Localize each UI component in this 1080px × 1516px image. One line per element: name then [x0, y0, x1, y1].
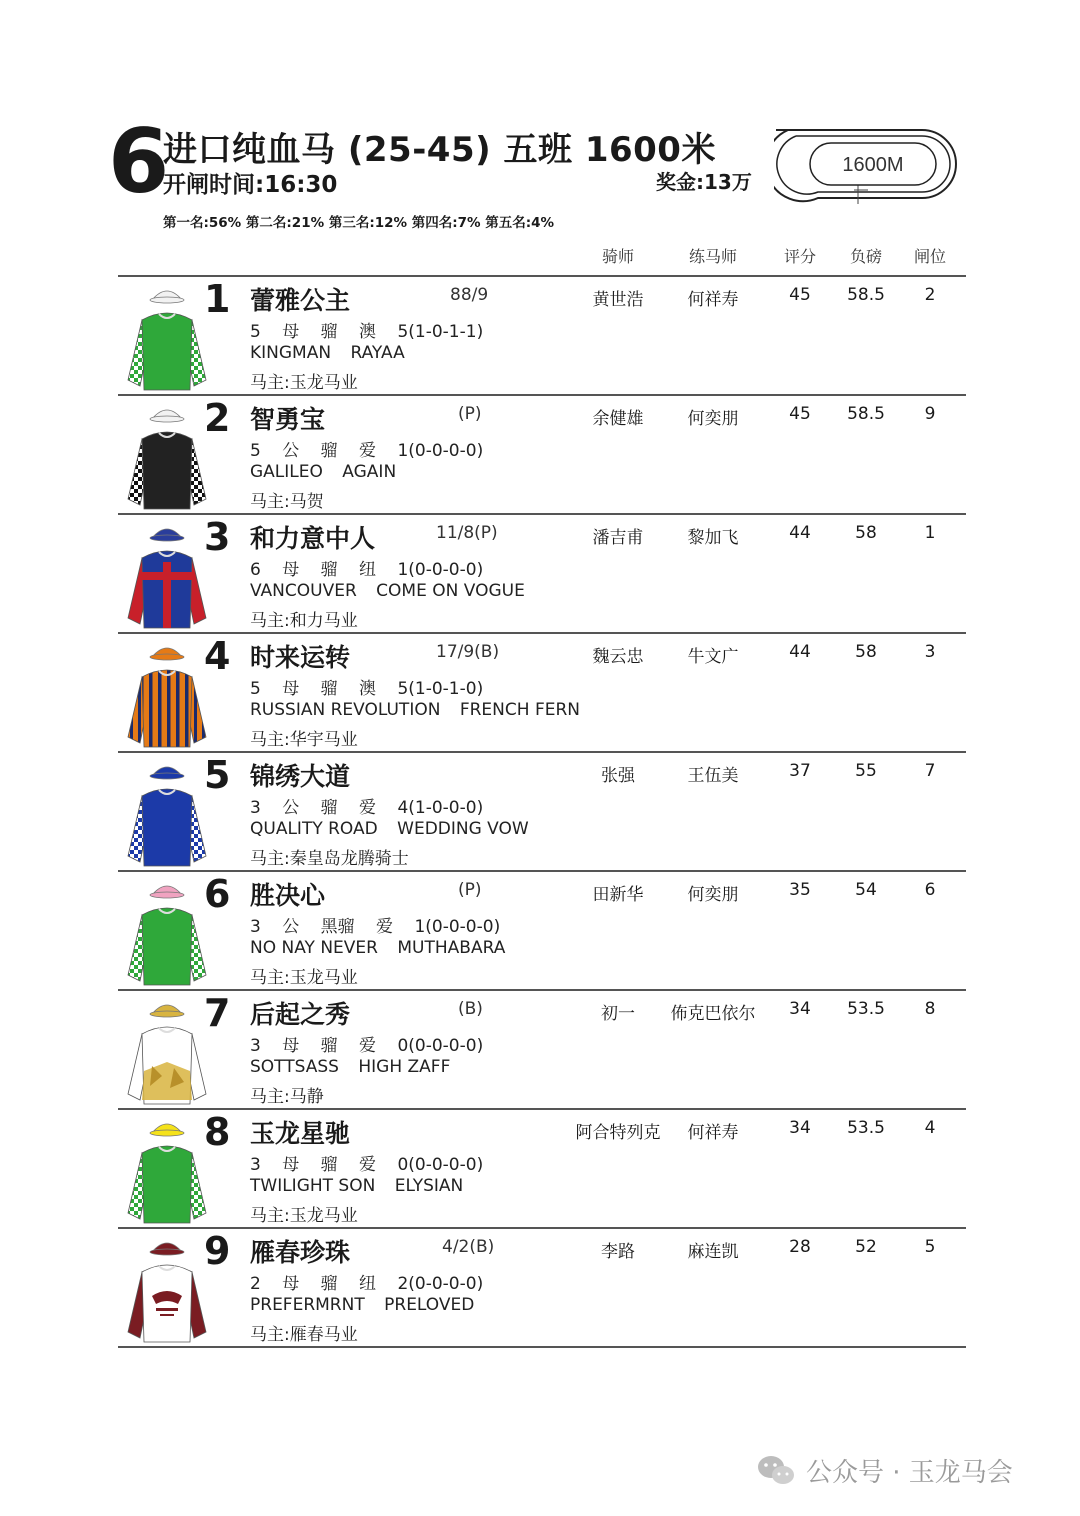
start-time: 开闸时间:16:30 — [163, 172, 338, 198]
horse-owner: 马主:华宇马业 — [250, 730, 358, 750]
horse-origin: 爱 — [359, 1036, 377, 1056]
racing-silks-icon — [122, 282, 212, 392]
horse-dam: WEDDING VOW — [397, 819, 529, 839]
horse-sex: 母 — [282, 679, 300, 699]
column-header-jockey: 骑师 — [601, 247, 634, 266]
horse-odds: 17/9(B) — [436, 642, 500, 662]
horse-age: 3 — [250, 917, 261, 937]
horse-origin: 爱 — [359, 441, 377, 461]
horse-color: 骝 — [320, 441, 338, 461]
weight-value: 58.5 — [847, 404, 885, 424]
horse-sex: 母 — [282, 322, 300, 342]
racing-silks-icon — [122, 639, 212, 749]
horse-form: 5(1-0-1-0) — [397, 679, 484, 699]
horse-number: 3 — [204, 515, 231, 559]
horse-sire: QUALITY ROAD — [250, 819, 378, 839]
rating-value: 44 — [789, 642, 811, 662]
horse-color: 骝 — [320, 798, 338, 818]
horse-sire: NO NAY NEVER — [250, 938, 378, 958]
draw-value: 4 — [924, 1118, 936, 1138]
draw-value: 3 — [924, 642, 936, 662]
racing-silks-icon — [122, 758, 212, 868]
horse-dam: FRENCH FERN — [459, 700, 580, 720]
rating-value: 45 — [789, 404, 811, 424]
horse-info — [250, 317, 483, 342]
horse-number: 5 — [204, 753, 231, 797]
horse-info — [250, 793, 483, 818]
runner-row — [118, 991, 966, 1110]
horse-sire: KINGMAN — [250, 343, 332, 363]
runner-row — [118, 277, 966, 396]
horse-form: 5(1-0-1-1) — [397, 322, 484, 342]
horse-name: 和力意中人 — [250, 524, 376, 553]
trainer-name: 何奕朋 — [687, 409, 739, 429]
racing-silks-icon — [122, 401, 212, 511]
horse-origin: 爱 — [376, 917, 394, 937]
horse-sire: RUSSIAN REVOLUTION — [250, 700, 441, 720]
horse-pedigree — [250, 1295, 474, 1315]
jockey-name: 张强 — [601, 766, 635, 786]
jockey-name: 李路 — [601, 1242, 635, 1262]
horse-info — [250, 1150, 483, 1175]
horse-odds: 11/8(P) — [436, 523, 498, 543]
horse-number: 2 — [204, 396, 231, 440]
horse-owner: 马主:秦皇岛龙腾骑士 — [250, 849, 409, 869]
track-diagram — [774, 124, 960, 204]
horse-name: 锦绣大道 — [250, 762, 351, 791]
rating-value: 35 — [789, 880, 811, 900]
trainer-name: 何祥寿 — [687, 1123, 739, 1143]
horse-color: 骝 — [320, 560, 338, 580]
horse-origin: 澳 — [359, 322, 377, 342]
runner-row — [118, 396, 966, 515]
column-header-draw: 闸位 — [913, 247, 946, 266]
horse-dam: AGAIN — [342, 462, 397, 482]
horse-form: 0(0-0-0-0) — [397, 1036, 484, 1056]
horse-color: 黑骝 — [320, 917, 355, 937]
horse-owner: 马主:玉龙马业 — [250, 1206, 358, 1226]
racing-silks-icon — [122, 520, 212, 630]
horse-odds: 88/9 — [450, 285, 489, 305]
race-number: 6 — [108, 110, 170, 213]
horse-sire: GALILEO — [250, 462, 323, 482]
horse-age: 5 — [250, 441, 261, 461]
trainer-name: 麻连凯 — [687, 1242, 739, 1262]
horse-name: 后起之秀 — [250, 1000, 351, 1029]
horse-form: 0(0-0-0-0) — [397, 1155, 484, 1175]
racing-silks-icon — [122, 1234, 212, 1344]
horse-info — [250, 555, 483, 580]
runner-row — [118, 1110, 966, 1229]
horse-dam: ELYSIAN — [394, 1176, 464, 1196]
horse-info — [250, 674, 483, 699]
horse-sire: VANCOUVER — [250, 581, 357, 601]
horse-pedigree — [250, 581, 525, 601]
horse-owner: 马主:马贺 — [250, 492, 324, 512]
rating-value: 37 — [789, 761, 811, 781]
horse-dam: COME ON VOGUE — [376, 581, 525, 601]
racing-silks-icon — [122, 996, 212, 1106]
weight-value: 55 — [855, 761, 877, 781]
rating-value: 28 — [789, 1237, 811, 1257]
horse-sex: 母 — [282, 1036, 300, 1056]
horse-number: 6 — [204, 872, 231, 916]
weight-value: 54 — [855, 880, 877, 900]
horse-info — [250, 436, 483, 461]
horse-pedigree — [250, 1057, 450, 1077]
horse-origin: 纽 — [359, 560, 377, 580]
draw-value: 6 — [924, 880, 936, 900]
horse-pedigree — [250, 343, 405, 363]
horse-sire: TWILIGHT SON — [250, 1176, 376, 1196]
horse-number: 8 — [204, 1110, 231, 1154]
rating-value: 45 — [789, 285, 811, 305]
horse-sex: 母 — [282, 1274, 300, 1294]
jockey-name: 初一 — [601, 1004, 635, 1024]
horse-sire: SOTTSASS — [250, 1057, 339, 1077]
horse-name: 时来运转 — [250, 643, 351, 672]
horse-odds: (P) — [458, 880, 482, 900]
horse-dam: RAYAA — [350, 343, 405, 363]
horse-dam: MUTHABARA — [397, 938, 506, 958]
horse-age: 3 — [250, 798, 261, 818]
draw-value: 8 — [924, 999, 936, 1019]
horse-origin: 爱 — [359, 798, 377, 818]
horse-owner: 马主:玉龙马业 — [250, 968, 358, 988]
horse-form: 4(1-0-0-0) — [397, 798, 484, 818]
draw-value: 7 — [924, 761, 936, 781]
rating-value: 34 — [789, 999, 811, 1019]
horse-sex: 公 — [282, 798, 300, 818]
horse-info — [250, 912, 500, 937]
jockey-name: 田新华 — [592, 885, 644, 905]
trainer-name: 牛文广 — [687, 647, 739, 667]
horse-sex: 公 — [282, 917, 300, 937]
weight-value: 58.5 — [847, 285, 885, 305]
trainer-name: 佈克巴依尔 — [670, 1004, 756, 1024]
horse-sire: PREFERMRNT — [250, 1295, 365, 1315]
trainer-name: 王伍美 — [687, 766, 739, 786]
horse-age: 5 — [250, 322, 261, 342]
horse-owner: 马主:雁春马业 — [250, 1325, 358, 1345]
runner-row — [118, 515, 966, 634]
watermark: 公众号 · 玉龙马会 — [806, 1458, 1013, 1488]
rating-value: 34 — [789, 1118, 811, 1138]
horse-number: 7 — [204, 991, 231, 1035]
draw-value: 1 — [924, 523, 936, 543]
draw-value: 9 — [924, 404, 936, 424]
horse-age: 2 — [250, 1274, 261, 1294]
horse-odds: (B) — [458, 999, 483, 1019]
weight-value: 52 — [855, 1237, 877, 1257]
horse-number: 1 — [204, 277, 231, 321]
horse-number: 9 — [204, 1229, 231, 1273]
column-header-rating: 评分 — [783, 247, 816, 266]
trainer-name: 何奕朋 — [687, 885, 739, 905]
racing-silks-icon — [122, 877, 212, 987]
wechat-icon — [756, 1454, 796, 1488]
jockey-name: 潘吉甫 — [592, 528, 644, 548]
horse-owner: 马主:马静 — [250, 1087, 324, 1107]
horse-name: 蕾雅公主 — [250, 286, 351, 315]
horse-color: 骝 — [320, 1155, 338, 1175]
column-header-weight: 负磅 — [849, 247, 882, 266]
horse-dam: HIGH ZAFF — [358, 1057, 451, 1077]
horse-age: 5 — [250, 679, 261, 699]
horse-age: 6 — [250, 560, 261, 580]
horse-odds: (P) — [458, 404, 482, 424]
horse-owner: 马主:玉龙马业 — [250, 373, 358, 393]
column-header-trainer: 练马师 — [688, 247, 737, 266]
runner-row — [118, 634, 966, 753]
horse-name: 胜决心 — [250, 881, 326, 910]
horse-info — [250, 1269, 483, 1294]
runner-row — [118, 753, 966, 872]
horse-age: 3 — [250, 1036, 261, 1056]
horse-sex: 母 — [282, 1155, 300, 1175]
horse-color: 骝 — [320, 322, 338, 342]
runner-row — [118, 1229, 966, 1348]
horse-color: 骝 — [320, 1036, 338, 1056]
horse-origin: 纽 — [359, 1274, 377, 1294]
jockey-name: 余健雄 — [592, 409, 644, 429]
horse-sex: 公 — [282, 441, 300, 461]
horse-origin: 爱 — [359, 1155, 377, 1175]
horse-pedigree — [250, 938, 505, 958]
prize-money: 奖金:13万 — [656, 170, 752, 194]
horse-form: 2(0-0-0-0) — [397, 1274, 484, 1294]
trainer-name: 黎加飞 — [687, 528, 739, 548]
horse-age: 3 — [250, 1155, 261, 1175]
draw-value: 5 — [924, 1237, 936, 1257]
horse-pedigree — [250, 1176, 463, 1196]
runner-row — [118, 872, 966, 991]
weight-value: 58 — [855, 523, 877, 543]
horse-color: 骝 — [320, 679, 338, 699]
horse-name: 玉龙星驰 — [250, 1119, 351, 1148]
horse-name: 智勇宝 — [250, 405, 326, 434]
weight-value: 58 — [855, 642, 877, 662]
jockey-name: 阿合特列克 — [575, 1123, 661, 1143]
horse-pedigree — [250, 819, 529, 839]
horse-color: 骝 — [320, 1274, 338, 1294]
trainer-name: 何祥寿 — [687, 290, 739, 310]
racing-silks-icon — [122, 1115, 212, 1225]
jockey-name: 魏云忠 — [592, 647, 644, 667]
horse-sex: 母 — [282, 560, 300, 580]
horse-odds: 4/2(B) — [442, 1237, 495, 1257]
weight-value: 53.5 — [847, 1118, 885, 1138]
rating-value: 44 — [789, 523, 811, 543]
jockey-name: 黄世浩 — [592, 290, 644, 310]
horse-info — [250, 1031, 483, 1056]
track-distance-label: 1600M — [842, 154, 904, 176]
horse-form: 1(0-0-0-0) — [397, 560, 484, 580]
prize-distribution: 第一名:56% 第二名:21% 第三名:12% 第四名:7% 第五名:4% — [163, 215, 555, 231]
horse-owner: 马主:和力马业 — [250, 611, 358, 631]
horse-dam: PRELOVED — [384, 1295, 475, 1315]
race-title: 进口纯血马 (25-45) 五班 1600米 — [163, 130, 716, 170]
horse-pedigree — [250, 462, 396, 482]
horse-origin: 澳 — [359, 679, 377, 699]
horse-name: 雁春珍珠 — [250, 1238, 351, 1267]
horse-pedigree — [250, 700, 580, 720]
weight-value: 53.5 — [847, 999, 885, 1019]
horse-number: 4 — [204, 634, 231, 678]
draw-value: 2 — [924, 285, 936, 305]
horse-form: 1(0-0-0-0) — [397, 441, 484, 461]
row-divider — [118, 1346, 966, 1348]
horse-form: 1(0-0-0-0) — [414, 917, 501, 937]
